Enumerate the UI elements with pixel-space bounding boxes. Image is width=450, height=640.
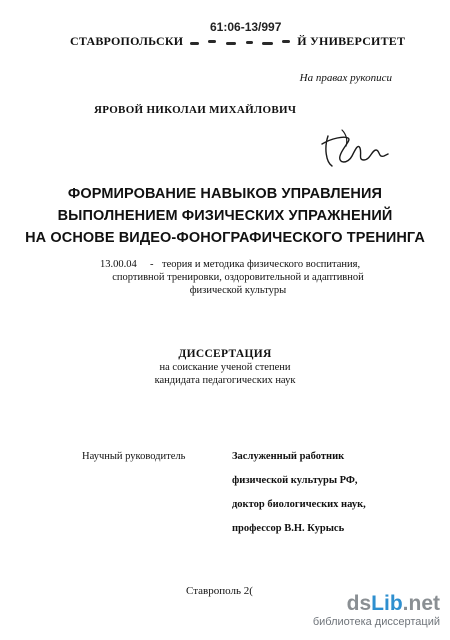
archive-stamp-code: 61:06-13/997 xyxy=(210,20,282,34)
rights-note: На правах рукописи xyxy=(299,72,392,84)
specialty-line-3: физической культуры xyxy=(189,285,287,296)
specialty-code: 13.00.04 xyxy=(100,259,137,270)
university-name-left: СТАВРОПОЛЬСКИ xyxy=(70,34,184,48)
dissertation-heading: ДИССЕРТАЦИЯ xyxy=(178,348,272,360)
city-year: Ставрополь 2( xyxy=(186,585,253,597)
dslib-tagline: библиотека диссертаций xyxy=(312,616,440,628)
supervisor-info-line-2: физической культуры РФ, xyxy=(232,475,358,486)
title-line-2: ВЫПОЛНЕНИЕМ ФИЗИЧЕСКИХ УПРАЖНЕНИЙ xyxy=(57,208,393,224)
dslib-logo: dsLib.net xyxy=(346,592,440,615)
title-line-3: НА ОСНОВЕ ВИДЕО-ФОНОГРАФИЧЕСКОГО ТРЕНИНГА xyxy=(25,230,425,246)
specialty-line-1: теория и методика физического воспитания, xyxy=(162,259,361,270)
degree-line-1: на соискание ученой степени xyxy=(159,362,291,373)
dissertation-degree-block xyxy=(0,348,450,387)
supervisor-info-line-4: профессор В.Н. Курысь xyxy=(232,523,345,534)
degree-line-2: кандидата педагогических наук xyxy=(154,375,296,386)
supervisor-info-line-3: доктор биологических наук, xyxy=(232,499,366,510)
dslib-watermark[interactable] xyxy=(313,593,440,629)
dissertation-title xyxy=(0,183,450,249)
supervisor-info-line-1: Заслуженный работник xyxy=(232,451,345,462)
title-line-1: ФОРМИРОВАНИЕ НАВЫКОВ УПРАВЛЕНИЯ xyxy=(67,186,383,202)
supervisor-label: Научный руководитель xyxy=(82,451,186,462)
redaction-smudge-icon xyxy=(186,36,294,48)
author-name: ЯРОВОЙ НИКОЛАИ МИХАЙЛОВИЧ xyxy=(94,104,297,116)
specialty-line-2: спортивной тренировки, оздоровительной и адаптивной xyxy=(112,272,364,283)
supervisor-info xyxy=(232,445,366,541)
specialty-block xyxy=(100,258,400,297)
specialty-dash: - xyxy=(150,259,154,270)
university-name-right: Й УНИВЕРСИТЕТ xyxy=(297,34,406,48)
handwritten-signature-icon xyxy=(318,126,390,170)
university-name xyxy=(70,34,405,49)
